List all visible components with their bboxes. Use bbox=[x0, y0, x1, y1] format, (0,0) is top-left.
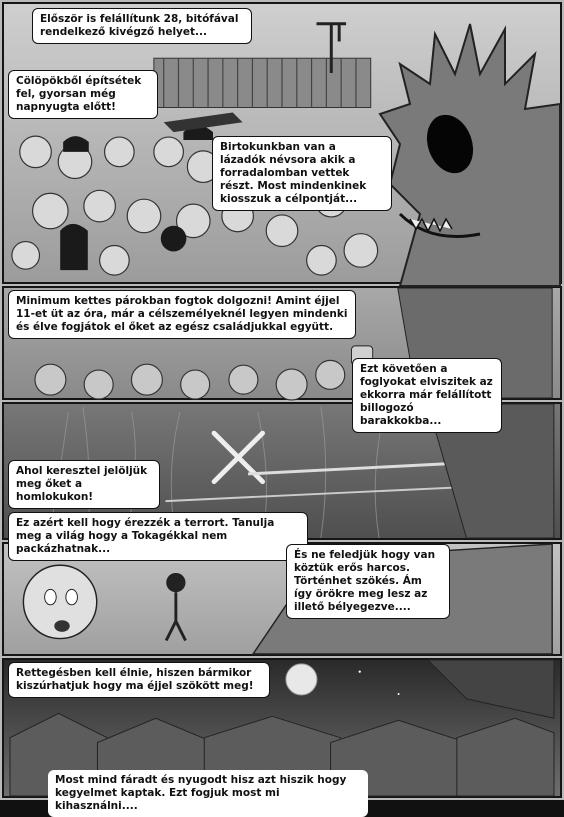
panel-crowd bbox=[2, 2, 562, 284]
speech-bubble-6: Ahol keresztel jelöljük meg őket a homlokukon! bbox=[8, 460, 160, 509]
speech-bubble-1: Először is felállítunk 28, bitófával rendelkező kivégző helyet... bbox=[32, 8, 252, 44]
speech-bubble-9: Rettegésben kell élnie, hiszen bármikor kiszúrhatjuk hogy ma éjjel szökött meg! bbox=[8, 662, 270, 698]
moon bbox=[286, 664, 317, 695]
panel-night-village bbox=[2, 658, 562, 812]
speech-bubble-8: És ne feledjük hogy van köztük erős harcos. Történhet szökés. Ám így örökre meg lesz az illető bélyegezve.... bbox=[286, 544, 450, 619]
speech-bubble-2: Cölöpökből építsétek fel, gyorsan még napnyugta előtt! bbox=[8, 70, 158, 119]
speech-bubble-4: Minimum kettes párokban fogtok dolgozni! Amint éjjel 11-et üt az óra, már a célszemélyeknél legyen mindenki és élve fogjátok el őket az egész családjukkal együtt. bbox=[8, 290, 356, 339]
panel-crowd-2 bbox=[2, 286, 562, 427]
speech-bubble-7: Ez azért kell hogy érezzék a terrort. Tanulja meg a világ hogy a Tokagékkal nem packázhatnak... bbox=[8, 512, 308, 561]
speech-bubble-5: Ezt követően a foglyokat elviszitek az ekkorra már felállított billogozó barakkokba... bbox=[352, 358, 502, 433]
speech-bubble-3: Birtokunkban van a lázadók névsora akik a forradalomban vettek részt. Most mindenkinek kiosszuk a célpontját... bbox=[212, 136, 392, 211]
speech-bubble-10: Most mind fáradt és nyugodt hisz azt hiszik hogy kegyelmet kaptak. Ezt fogjuk most mi kihasználni.... bbox=[48, 770, 368, 817]
